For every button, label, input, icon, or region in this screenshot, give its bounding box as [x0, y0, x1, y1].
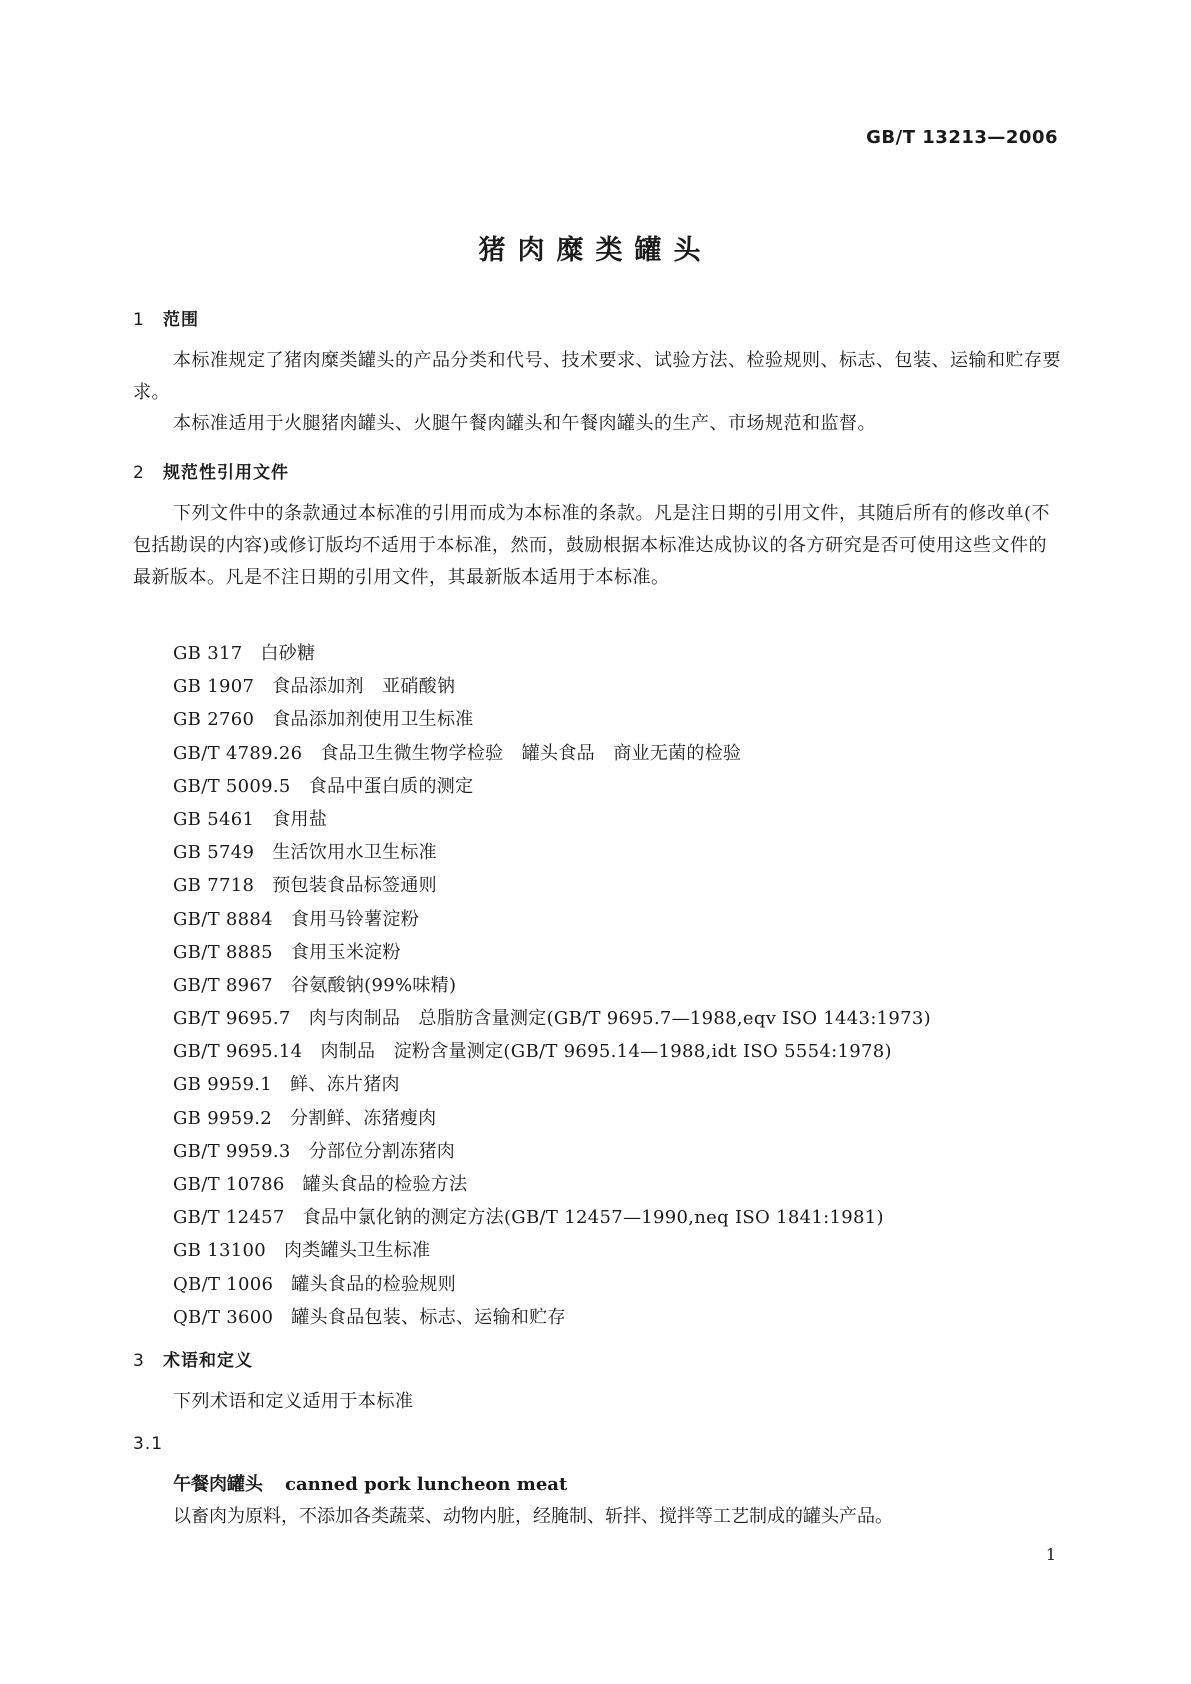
page-number: 1 [1045, 1545, 1056, 1564]
reference-item [173, 1301, 931, 1334]
reference-item [173, 637, 931, 670]
reference-code: GB 9959.1 [173, 1074, 273, 1096]
reference-code: QB/T 1006 [173, 1273, 274, 1295]
reference-item [173, 1002, 931, 1035]
reference-title: 谷氨酸钠(99%味精) [290, 974, 457, 996]
reference-code: GB 2760 [173, 709, 255, 731]
reference-item [173, 737, 931, 770]
reference-title: 罐头食品包装、标志、运输和贮存 [291, 1306, 566, 1328]
reference-code: GB 7718 [173, 875, 255, 897]
section-2-title: 规范性引用文件 [163, 463, 289, 483]
section-3-number: 3 [133, 1351, 145, 1371]
document-title: 猪肉糜类罐头 [478, 235, 713, 266]
reference-code: GB/T 9959.3 [173, 1140, 291, 1162]
section-2-heading [133, 458, 289, 483]
section-1-heading [133, 305, 199, 330]
reference-item [173, 803, 931, 836]
reference-code: QB/T 3600 [173, 1306, 274, 1328]
reference-item [173, 836, 931, 869]
reference-title: 食品中氯化钠的测定方法(GB/T 12457—1990,neq ISO 1841:1981) [302, 1207, 884, 1229]
reference-code: GB 5461 [173, 808, 255, 830]
reference-code: GB/T 12457 [173, 1207, 285, 1229]
reference-code: GB/T 4789.26 [173, 742, 303, 764]
reference-title: 鲜、冻片猪肉 [290, 1074, 400, 1096]
reference-item [173, 869, 931, 902]
reference-title: 肉类罐头卫生标准 [284, 1240, 431, 1262]
reference-code: GB/T 5009.5 [173, 775, 291, 797]
reference-item [173, 1168, 931, 1201]
reference-item [173, 1035, 931, 1068]
section-2-intro: 下列文件中的条款通过本标准的引用而成为本标准的条款。凡是注日期的引用文件，其随后所有的修改单(不包括勘误的内容)或修订版均不适用于本标准，然而，鼓励根据本标准达成协议的各方研究是否可使用这些文件的最新版本。凡是不注日期的引用文件，其最新版本适用于本标准。 [133, 503, 1051, 588]
section-2-number: 2 [133, 463, 145, 483]
term-name-en: canned pork luncheon meat [285, 1474, 568, 1495]
reference-item [173, 1102, 931, 1135]
reference-title: 食品卫生微生物学检验 罐头食品 商业无菌的检验 [320, 742, 742, 764]
section-1-paragraph-1: 本标准规定了猪肉糜类罐头的产品分类和代号、技术要求、试验方法、检验规则、标志、包装、运输和贮存要求。 [133, 350, 1061, 403]
reference-item [173, 936, 931, 969]
reference-title: 分割鲜、冻猪瘦肉 [290, 1107, 437, 1129]
reference-code: GB 1907 [173, 676, 255, 698]
reference-title: 食品添加剂使用卫生标准 [272, 709, 474, 731]
reference-code: GB 13100 [173, 1240, 266, 1262]
normative-reference-list [173, 637, 931, 1334]
reference-code: GB 9959.2 [173, 1107, 273, 1129]
section-3-title: 术语和定义 [163, 1351, 253, 1371]
reference-item [173, 1268, 931, 1301]
reference-item [173, 703, 931, 736]
section-1-number: 1 [133, 310, 145, 330]
term-heading [173, 1470, 567, 1496]
reference-code: GB/T 9695.14 [173, 1041, 303, 1063]
reference-code: GB/T 8967 [173, 974, 273, 996]
standard-number: GB/T 13213—2006 [866, 127, 1058, 148]
reference-code: GB/T 10786 [173, 1174, 285, 1195]
reference-item [173, 1068, 931, 1101]
reference-code: GB/T 8884 [173, 908, 273, 930]
term-definition: 以畜肉为原料，不添加各类蔬菜、动物内脏，经腌制、斩拌、搅拌等工艺制成的罐头产品。 [173, 1506, 893, 1527]
reference-title: 预包装食品标签通则 [272, 875, 437, 897]
section-1-paragraph-2: 本标准适用于火腿猪肉罐头、火腿午餐肉罐头和午餐肉罐头的生产、市场规范和监督。 [173, 413, 876, 434]
reference-title: 分部位分割冻猪肉 [308, 1140, 456, 1162]
reference-item [173, 1201, 931, 1234]
reference-title: 肉与肉制品 总脂肪含量测定(GB/T 9695.7—1988,eqv ISO 1443:1973) [308, 1008, 932, 1030]
reference-item [173, 770, 931, 803]
reference-title: 食用马铃薯淀粉 [290, 908, 420, 930]
reference-title: 食用玉米淀粉 [290, 941, 401, 963]
section-3-intro: 下列术语和定义适用于本标准 [173, 1391, 414, 1412]
term-number: 3.1 [133, 1434, 164, 1454]
section-1-title: 范围 [163, 310, 199, 330]
reference-code: GB 317 [173, 643, 243, 664]
reference-code: GB/T 9695.7 [173, 1008, 291, 1030]
reference-title: 食品添加剂 亚硝酸钠 [272, 676, 456, 698]
reference-item [173, 670, 931, 703]
reference-item [173, 1234, 931, 1267]
reference-item [173, 969, 931, 1002]
term-name-zh: 午餐肉罐头 [173, 1474, 263, 1495]
reference-title: 白砂糖 [260, 643, 316, 664]
reference-title: 肉制品 淀粉含量测定(GB/T 9695.14—1988,idt ISO 5554:1978) [320, 1041, 892, 1063]
reference-item [173, 903, 931, 936]
reference-code: GB 5749 [173, 842, 255, 864]
reference-title: 罐头食品的检验方法 [302, 1174, 468, 1195]
reference-title: 食品中蛋白质的测定 [308, 775, 474, 797]
reference-item [173, 1135, 931, 1168]
reference-code: GB/T 8885 [173, 941, 273, 963]
reference-title: 食用盐 [272, 808, 328, 830]
section-3-heading [133, 1346, 253, 1371]
reference-title: 罐头食品的检验规则 [291, 1273, 456, 1295]
reference-title: 生活饮用水卫生标准 [272, 842, 437, 864]
